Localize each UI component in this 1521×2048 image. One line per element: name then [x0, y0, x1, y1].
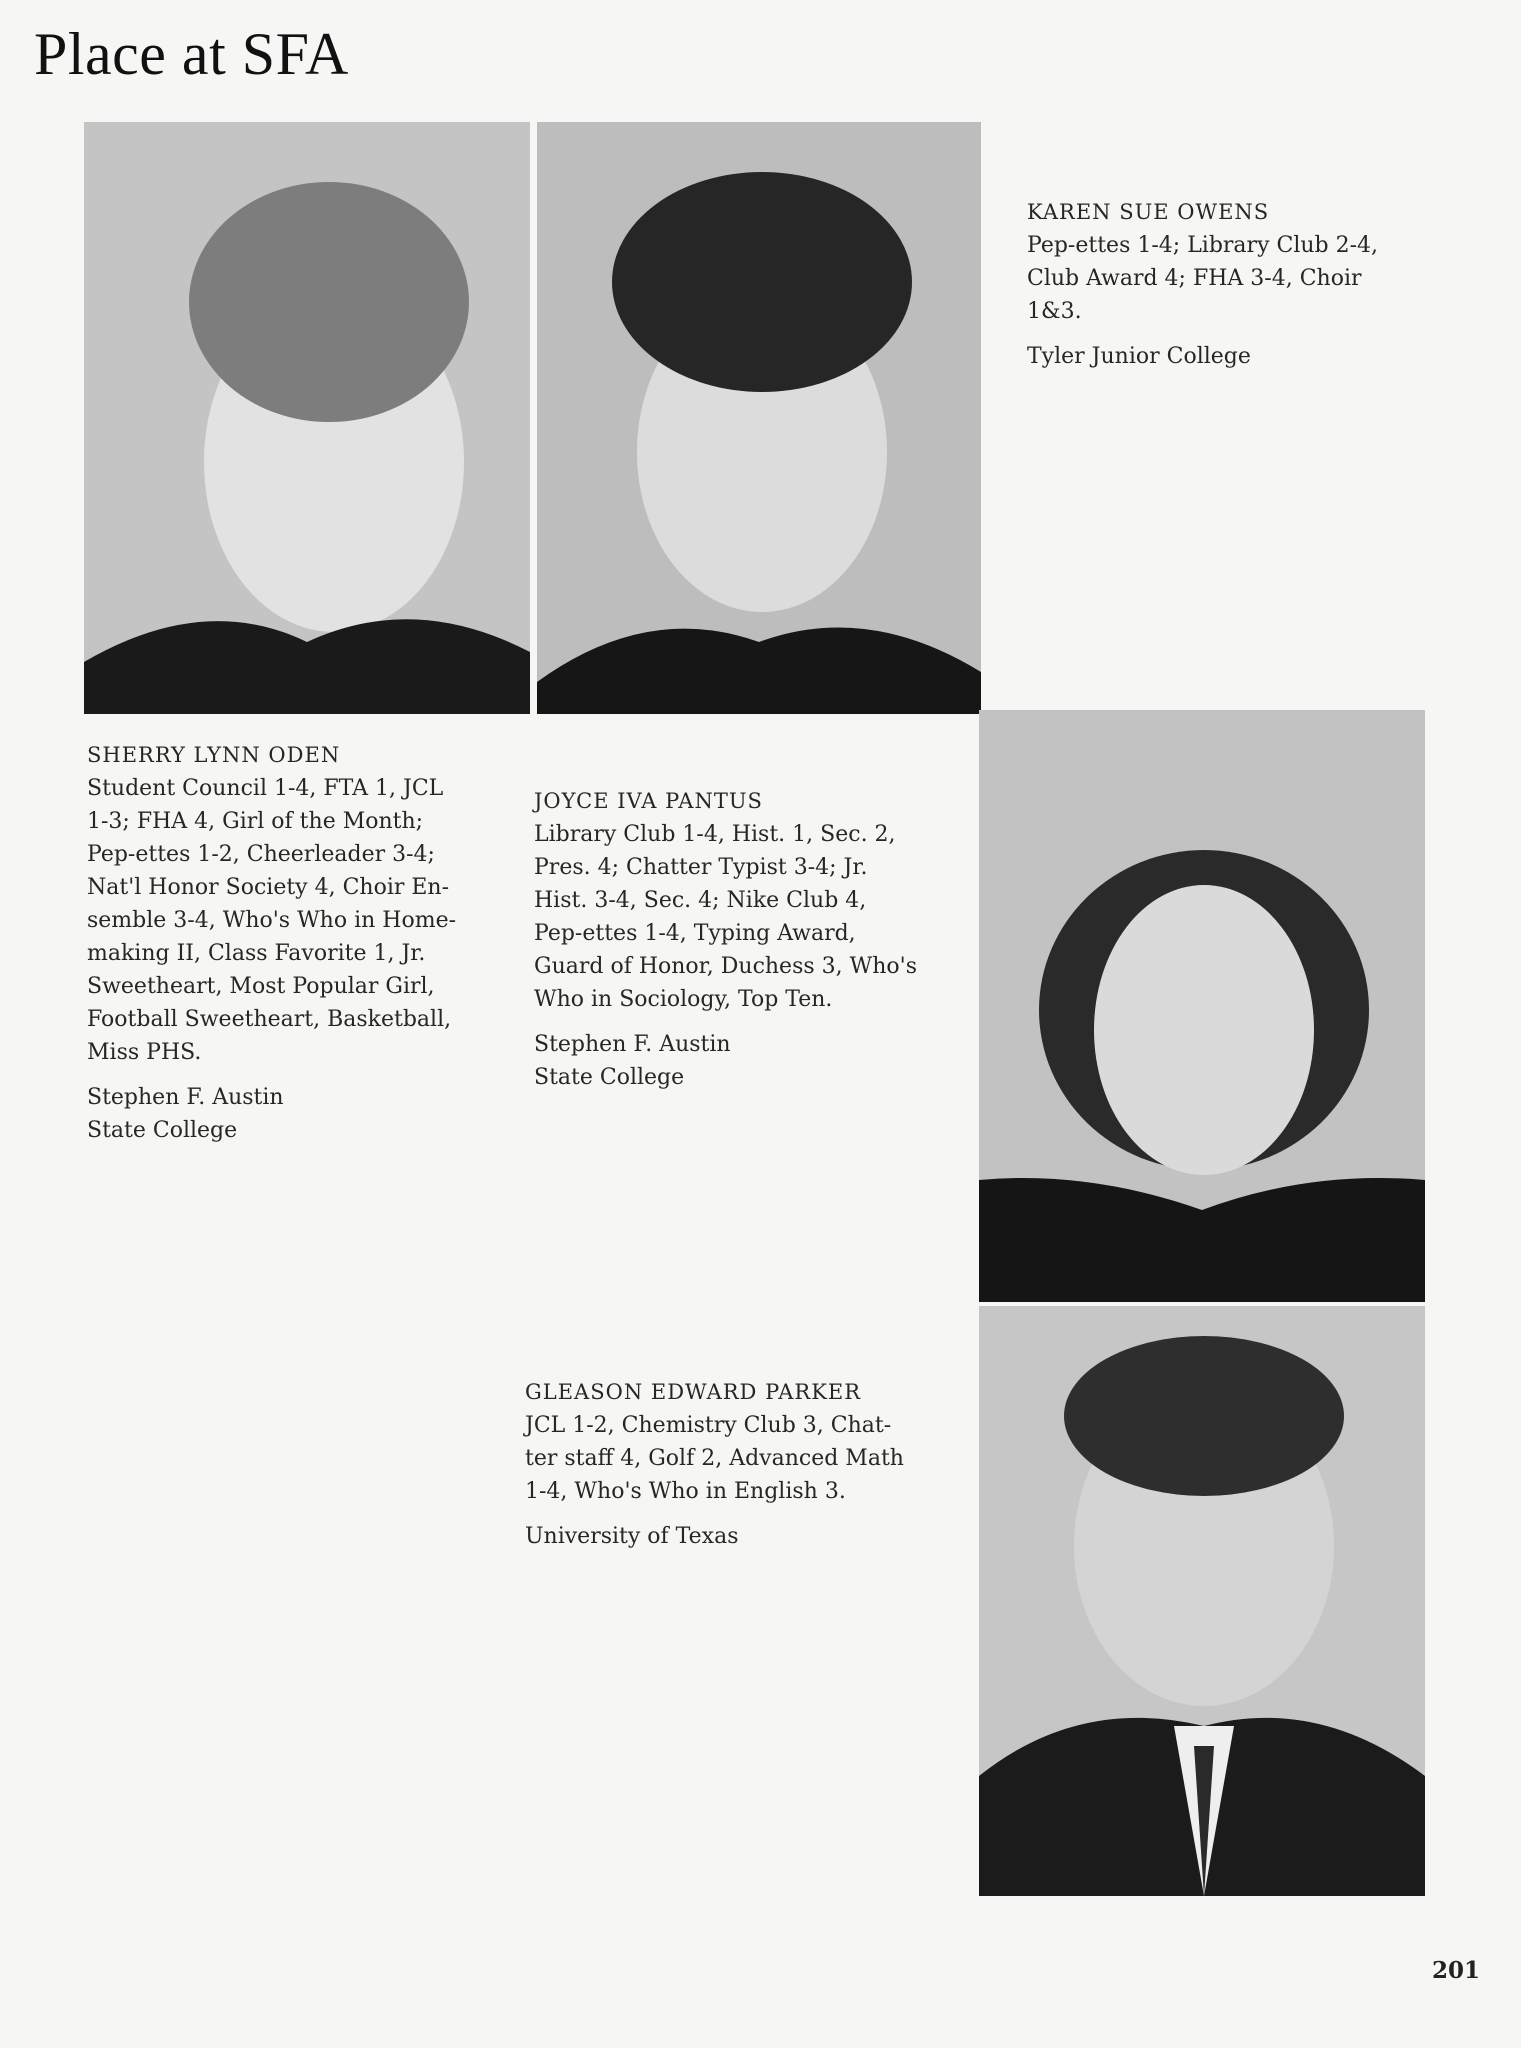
student-destination: Stephen F. Austin State College	[87, 1085, 284, 1143]
student-name: KAREN SUE OWENS	[1027, 200, 1270, 224]
student-destination: Stephen F. Austin State College	[534, 1032, 731, 1090]
student-name: SHERRY LYNN ODEN	[87, 743, 341, 767]
student-bio-sherry-oden	[87, 739, 507, 1147]
student-activities: Student Council 1-4, FTA 1, JCL 1-3; FHA 4, Girl of the Month; Pep-ettes 1-2, Cheerleader 3-4; Nat'l Honor Society 4, Choir En- semble 3-4, Who's Who in Home- making II, Class Favorite 1, Jr. Sweetheart, Most Popular Girl, Football Sweetheart, Basketball, Miss PHS.	[87, 776, 457, 1065]
student-activities: Pep-ettes 1-4; Library Club 2-4, Club Award 4; FHA 3-4, Choir 1&3.	[1027, 233, 1379, 324]
student-destination: University of Texas	[525, 1524, 739, 1549]
student-bio-gleason-parker	[525, 1376, 965, 1553]
student-bio-karen-owens	[1027, 196, 1427, 373]
portrait-photo-joyce-pantus	[537, 122, 981, 714]
portrait-image	[979, 710, 1425, 1302]
page-number: 201	[1432, 1957, 1481, 1984]
student-destination: Tyler Junior College	[1027, 344, 1251, 369]
portrait-image	[537, 122, 981, 714]
student-name: GLEASON EDWARD PARKER	[525, 1380, 862, 1404]
student-activities: Library Club 1-4, Hist. 1, Sec. 2, Pres. 4; Chatter Typist 3-4; Jr. Hist. 3-4, Sec. 4; Nike Club 4, Pep-ettes 1-4, Typing Award, Guard of Honor, Duchess 3, Who's Who in Sociology, Top Ten.	[534, 822, 918, 1012]
portrait-image	[84, 122, 530, 714]
student-name: JOYCE IVA PANTUS	[534, 789, 763, 813]
page-title: Place at SFA	[34, 21, 349, 87]
portrait-photo-sherry-oden	[84, 122, 530, 714]
student-bio-joyce-pantus	[534, 785, 954, 1094]
portrait-photo-karen-owens	[979, 710, 1425, 1302]
portrait-photo-gleason-parker	[979, 1306, 1425, 1896]
portrait-image	[979, 1306, 1425, 1896]
student-activities: JCL 1-2, Chemistry Club 3, Chat- ter staff 4, Golf 2, Advanced Math 1-4, Who's Who in English 3.	[525, 1413, 904, 1504]
